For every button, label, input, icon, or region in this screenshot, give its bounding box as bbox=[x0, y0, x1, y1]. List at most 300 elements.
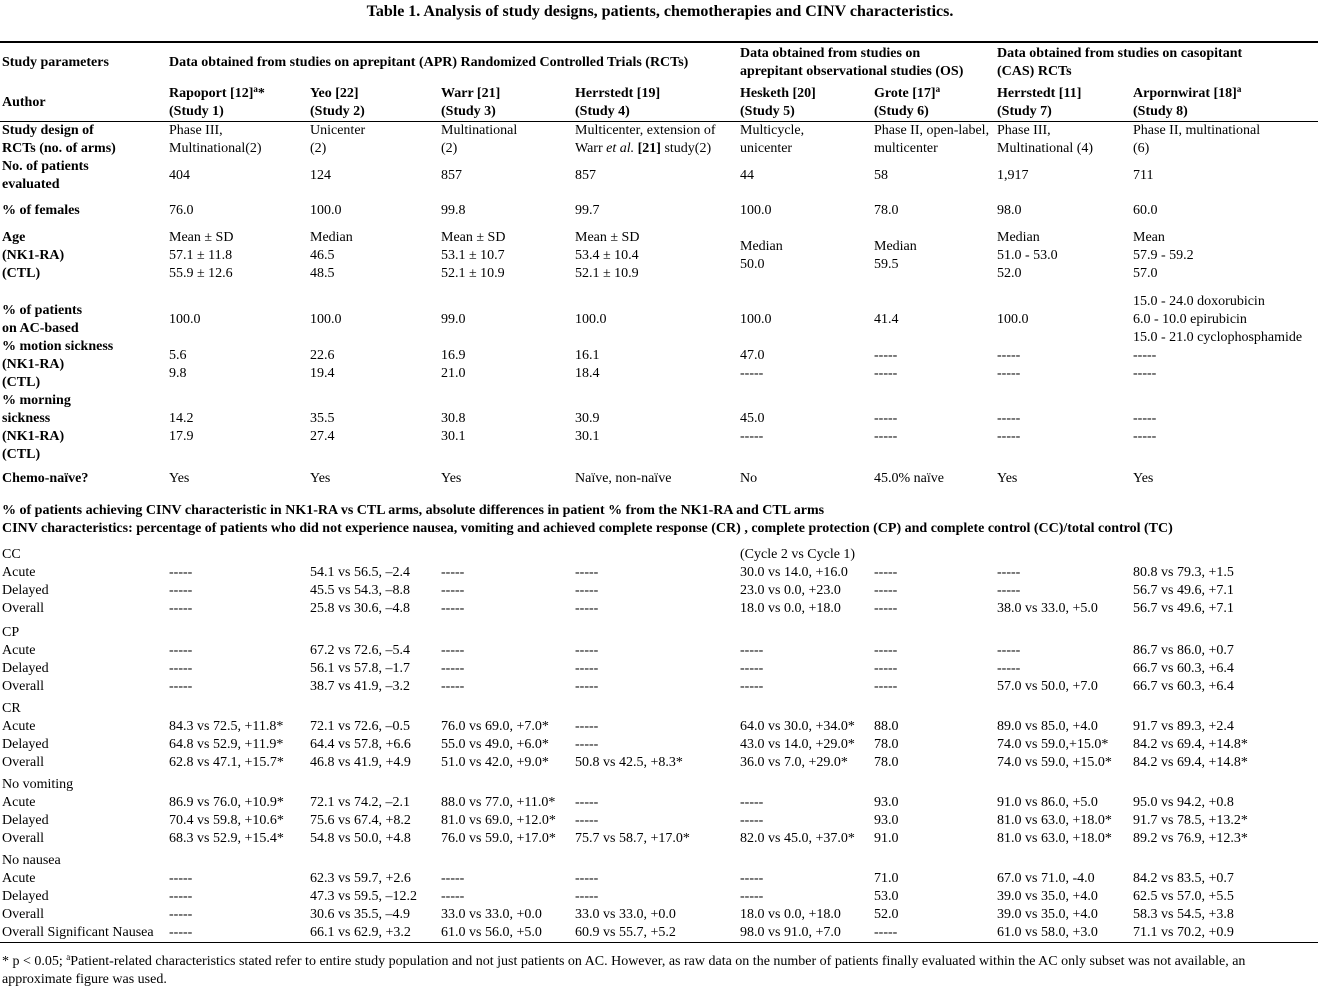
row-4-cell-8 bbox=[1133, 229, 1194, 283]
author-5 bbox=[740, 85, 816, 121]
outcome-phase: Overall bbox=[2, 755, 44, 770]
outcome-value-4: ----- bbox=[575, 643, 599, 658]
row-5-cell-1 bbox=[169, 311, 201, 329]
outcome-value-8: 95.0 vs 94.2, +0.8 bbox=[1133, 795, 1234, 810]
outcome-value-6: ----- bbox=[874, 661, 898, 676]
row-5-cell-6 bbox=[874, 311, 899, 329]
author-study: (Study 7) bbox=[997, 104, 1052, 119]
et-al: et al. bbox=[606, 141, 635, 156]
row-label-1 bbox=[2, 122, 116, 158]
outcome-value-7: 74.0 vs 59.0, +15.0* bbox=[997, 755, 1112, 770]
group-header-1 bbox=[2, 54, 109, 72]
outcome-value-3: ----- bbox=[441, 601, 465, 616]
outcome-phase: Delayed bbox=[2, 737, 49, 752]
outcome-value-4: ----- bbox=[575, 737, 599, 752]
outcome-value-6: 88.0 bbox=[874, 719, 899, 734]
author-study: (Study 5) bbox=[740, 104, 795, 119]
row-3-cell-5 bbox=[740, 202, 772, 220]
outcome-value-4: ----- bbox=[575, 871, 599, 886]
cell-line: Yes bbox=[169, 471, 190, 486]
outcome-value-8: 66.7 vs 60.3, +6.4 bbox=[1133, 679, 1234, 694]
footnote bbox=[2, 953, 1318, 989]
cell-line: Phase III, bbox=[997, 123, 1051, 138]
cell-line: % of patients bbox=[2, 303, 83, 318]
cell-line: % motion sickness bbox=[2, 339, 114, 354]
cell-line: Warr et al. [21] study(2) bbox=[575, 141, 712, 156]
row-3-cell-8 bbox=[1133, 202, 1158, 220]
outcome-value-4: 33.0 vs 33.0, +0.0 bbox=[575, 907, 676, 922]
outcome-value-6: 91.0 bbox=[874, 831, 899, 846]
row-4-cell-1 bbox=[169, 229, 233, 283]
row-1-cell-5 bbox=[740, 122, 804, 158]
outcome-value-5: 64.0 vs 30.0, +34.0* bbox=[740, 719, 855, 734]
outcome-value-4: ----- bbox=[575, 795, 599, 810]
row-3-cell-1 bbox=[169, 202, 194, 220]
cell-line: 60.0 bbox=[1133, 203, 1158, 218]
cell-line: No. of patients bbox=[2, 159, 89, 174]
outcome-value-2: 25.8 vs 30.6, –4.8 bbox=[310, 601, 410, 616]
author-name bbox=[997, 85, 1081, 103]
outcome-value-5: ----- bbox=[740, 871, 764, 886]
outcome-value-1: 64.8 vs 52.9, +11.9* bbox=[169, 737, 284, 752]
cell-line: sickness bbox=[2, 411, 51, 426]
cell-line: Mean ± SD bbox=[575, 230, 640, 245]
cell-line: 57.9 - 59.2 bbox=[1133, 248, 1194, 263]
group-header-line: Study parameters bbox=[2, 55, 109, 70]
row-6-cell-5 bbox=[740, 347, 765, 383]
row-label-8 bbox=[2, 470, 88, 488]
row-2-cell-1 bbox=[169, 167, 190, 185]
cell-line: 99.8 bbox=[441, 203, 466, 218]
row-6-cell-3 bbox=[441, 347, 466, 383]
cell-line: 48.5 bbox=[310, 266, 335, 281]
cell-line: 47.0 bbox=[740, 348, 765, 363]
outcome-value-6: ----- bbox=[874, 643, 898, 658]
outcome-value-5: 18.0 vs 0.0, +18.0 bbox=[740, 907, 841, 922]
outcome-value-4: 60.9 vs 55.7, +5.2 bbox=[575, 925, 676, 940]
cell-line: Phase II, multinational bbox=[1133, 123, 1261, 138]
author-6 bbox=[874, 85, 940, 121]
author-sup: a bbox=[1236, 84, 1242, 94]
outcome-phase: Delayed bbox=[2, 583, 49, 598]
outcome-value-6: ----- bbox=[874, 679, 898, 694]
outcome-value-8: 80.8 vs 79.3, +1.5 bbox=[1133, 565, 1234, 580]
outcome-value-8: 86.7 vs 86.0, +0.7 bbox=[1133, 643, 1234, 658]
row-2-cell-3 bbox=[441, 167, 462, 185]
row-7-cell-1 bbox=[169, 410, 194, 446]
cell-line: (2) bbox=[310, 141, 327, 156]
outcome-value-7: 57.0 vs 50.0, +7.0 bbox=[997, 679, 1098, 694]
author-name-text: Herrstedt [11] bbox=[997, 86, 1082, 101]
cell-line: ----- bbox=[1133, 348, 1157, 363]
outcome-value-7: 61.0 vs 58.0, +3.0 bbox=[997, 925, 1098, 940]
outcome-value-1: ----- bbox=[169, 925, 193, 940]
row-2-cell-4 bbox=[575, 167, 596, 185]
cell-line: evaluated bbox=[2, 177, 60, 192]
outcome-value-6: ----- bbox=[874, 565, 898, 580]
row-2-cell-6 bbox=[874, 167, 888, 185]
cell-line: ----- bbox=[874, 429, 898, 444]
cell-line: (CTL) bbox=[2, 266, 41, 281]
row-8-cell-6 bbox=[874, 470, 944, 488]
outcome-phase: Overall bbox=[2, 831, 44, 846]
outcome-value-2: 64.4 vs 57.8, +6.6 bbox=[310, 737, 411, 752]
outcome-phase: Overall Significant Nausea bbox=[2, 925, 154, 940]
cell-line: (CTL) bbox=[2, 447, 41, 462]
outcome-value-4: ----- bbox=[575, 661, 599, 676]
author-study: (Study 6) bbox=[874, 104, 929, 119]
author-name bbox=[310, 85, 365, 103]
cell-line: ----- bbox=[874, 366, 898, 381]
cell-line: 52.1 ± 10.9 bbox=[575, 266, 639, 281]
cell-line: 16.9 bbox=[441, 348, 466, 363]
cell-line: 52.0 bbox=[997, 266, 1022, 281]
outcome-value-1: ----- bbox=[169, 661, 193, 676]
outcome-value-3: 76.0 vs 69.0, +7.0* bbox=[441, 719, 549, 734]
cell-line: 100.0 bbox=[310, 203, 342, 218]
row-label-7 bbox=[2, 392, 71, 464]
author-study: (Study 1) bbox=[169, 104, 224, 119]
row-3-cell-4 bbox=[575, 202, 600, 220]
outcome-value-1: ----- bbox=[169, 565, 193, 580]
author-3 bbox=[441, 85, 500, 121]
cell-line: 52.1 ± 10.9 bbox=[441, 266, 505, 281]
row-5-cell-4 bbox=[575, 311, 607, 329]
outcome-value-5: 30.0 vs 14.0, +16.0 bbox=[740, 565, 848, 580]
cell-line: ----- bbox=[997, 411, 1021, 426]
outcome-value-2: 47.3 vs 59.5, –12.2 bbox=[310, 889, 417, 904]
cell-line: Unicenter bbox=[310, 123, 366, 138]
outcome-value-2: 54.1 vs 56.5, –2.4 bbox=[310, 565, 410, 580]
cell-line: Chemo-naïve? bbox=[2, 471, 89, 486]
cell-line: 15.0 - 24.0 doxorubicin bbox=[1133, 294, 1265, 309]
row-1-cell-8 bbox=[1133, 122, 1260, 158]
cell-line: Yes bbox=[441, 471, 462, 486]
outcome-value-8: 91.7 vs 89.3, +2.4 bbox=[1133, 719, 1234, 734]
outcome-value-3: ----- bbox=[441, 889, 465, 904]
cell-line: 41.4 bbox=[874, 312, 899, 327]
outcome-value-1: 86.9 vs 76.0, +10.9* bbox=[169, 795, 284, 810]
cell-line: Yes bbox=[997, 471, 1018, 486]
row-label-3 bbox=[2, 202, 80, 220]
cell-line: ----- bbox=[1133, 366, 1157, 381]
outcome-value-1: ----- bbox=[169, 871, 193, 886]
outcome-value-1: ----- bbox=[169, 601, 193, 616]
row-4-cell-7 bbox=[997, 229, 1058, 283]
row-6-cell-7 bbox=[997, 347, 1020, 383]
cell-line: Median bbox=[997, 230, 1040, 245]
row-7-cell-2 bbox=[310, 410, 335, 446]
outcome-value-4: 50.8 vs 42.5, +8.3* bbox=[575, 755, 683, 770]
cell-line: 99.0 bbox=[441, 312, 466, 327]
footnote-text: Patient-related characteristics stated refer to entire study population and not just patients on AC. However, as raw data on the number of patients finally evaluated within the AC only subset was not available, an approximate figure was used. bbox=[2, 954, 1246, 987]
group-header-4 bbox=[997, 45, 1242, 81]
outcome-value-5: ----- bbox=[740, 889, 764, 904]
outcome-value-8: 89.2 vs 76.9, +12.3* bbox=[1133, 831, 1248, 846]
outcome-value-2: 56.1 vs 57.8, –1.7 bbox=[310, 661, 410, 676]
row-8-cell-7 bbox=[997, 470, 1017, 488]
cell-line: 711 bbox=[1133, 168, 1154, 183]
cell-line: No bbox=[740, 471, 758, 486]
cell-line: 51.0 - 53.0 bbox=[997, 248, 1058, 263]
outcome-value-1: ----- bbox=[169, 907, 193, 922]
row-7-cell-5 bbox=[740, 410, 765, 446]
cell-line: 30.1 bbox=[441, 429, 466, 444]
section-heading-1: % of patients achieving CINV characteristic in NK1-RA vs CTL arms, absolute differences in patient % from the NK1-RA and CTL arms bbox=[2, 503, 825, 518]
cell-line: 100.0 bbox=[740, 203, 772, 218]
author-name-text: Hesketh [20] bbox=[740, 86, 816, 101]
cell-line: 100.0 bbox=[575, 312, 607, 327]
cell-line: ----- bbox=[740, 429, 764, 444]
cell-line: ----- bbox=[874, 411, 898, 426]
author-study: (Study 2) bbox=[310, 104, 365, 119]
outcome-value-7: 89.0 vs 85.0, +4.0 bbox=[997, 719, 1098, 734]
outcome-value-1: 62.8 vs 47.1, +15.7* bbox=[169, 755, 284, 770]
cell-line: 404 bbox=[169, 168, 190, 183]
outcome-value-5: ----- bbox=[740, 643, 764, 658]
row-5-cell-3 bbox=[441, 311, 466, 329]
author-7 bbox=[997, 85, 1081, 121]
cell-line: Median bbox=[310, 230, 353, 245]
cell-line: 857 bbox=[441, 168, 462, 183]
outcome-phase: Acute bbox=[2, 643, 36, 658]
row-3-cell-6 bbox=[874, 202, 899, 220]
cell-line: (CTL) bbox=[2, 375, 41, 390]
outcome-value-8: 56.7 vs 49.6, +7.1 bbox=[1133, 583, 1234, 598]
outcome-value-3: 76.0 vs 59.0, +17.0* bbox=[441, 831, 556, 846]
outcome-value-4: 75.7 vs 58.7, +17.0* bbox=[575, 831, 690, 846]
cell-line: ----- bbox=[1133, 429, 1157, 444]
outcome-value-1: 70.4 vs 59.8, +10.6* bbox=[169, 813, 284, 828]
row-7-cell-3 bbox=[441, 410, 466, 446]
group-header-line: Data obtained from studies on aprepitant (APR) Randomized Controlled Trials (RCTs) bbox=[169, 55, 689, 70]
cell-line: Mean bbox=[1133, 230, 1165, 245]
outcome-value-8: 84.2 vs 69.4, +14.8* bbox=[1133, 737, 1248, 752]
cell-line: (NK1-RA) bbox=[2, 357, 65, 372]
outcome-value-7: 74.0 vs 59.0,+15.0* bbox=[997, 737, 1109, 752]
cell-line: 57.0 bbox=[1133, 266, 1158, 281]
cell-line: 22.6 bbox=[310, 348, 335, 363]
outcome-value-8: 62.5 vs 57.0, +5.5 bbox=[1133, 889, 1234, 904]
author-name-text: Herrstedt [19] bbox=[575, 86, 661, 101]
cell-line: 45.0 bbox=[740, 411, 765, 426]
outcome-value-3: ----- bbox=[441, 661, 465, 676]
outcome-value-4: ----- bbox=[575, 583, 599, 598]
author-name bbox=[441, 85, 500, 103]
row-8-cell-3 bbox=[441, 470, 461, 488]
row-3-cell-3 bbox=[441, 202, 466, 220]
outcome-value-6: 52.0 bbox=[874, 907, 899, 922]
outcome-phase: Acute bbox=[2, 795, 36, 810]
cell-line: 1,917 bbox=[997, 168, 1029, 183]
cell-line: 21.0 bbox=[441, 366, 466, 381]
outcome-name-1: CC bbox=[2, 547, 21, 562]
outcome-value-8: 71.1 vs 70.2, +0.9 bbox=[1133, 925, 1234, 940]
cell-line: 53.4 ± 10.4 bbox=[575, 248, 639, 263]
author-name-text: Grote [17] bbox=[874, 86, 936, 101]
cell-line: 55.9 ± 12.6 bbox=[169, 266, 233, 281]
outcome-value-3: ----- bbox=[441, 643, 465, 658]
outcome-phase: Delayed bbox=[2, 661, 49, 676]
outcome-value-5: 98.0 vs 91.0, +7.0 bbox=[740, 925, 841, 940]
author-name bbox=[169, 85, 265, 103]
author-suffix: * bbox=[257, 86, 265, 101]
row-1-cell-4 bbox=[575, 122, 716, 158]
author-name bbox=[874, 85, 940, 103]
cell-line: ----- bbox=[1133, 411, 1157, 426]
outcome-value-2: 62.3 vs 59.7, +2.6 bbox=[310, 871, 411, 886]
outcome-value-7: 81.0 vs 63.0, +18.0* bbox=[997, 831, 1112, 846]
row-8-cell-1 bbox=[169, 470, 189, 488]
outcome-value-7: 81.0 vs 63.0, +18.0* bbox=[997, 813, 1112, 828]
cell-line: Naïve, non-naïve bbox=[575, 471, 672, 486]
cell-line: 14.2 bbox=[169, 411, 194, 426]
cell-line: (2) bbox=[441, 141, 458, 156]
cell-line: 100.0 bbox=[310, 312, 342, 327]
cell-line: 16.1 bbox=[575, 348, 600, 363]
cell-line: Phase II, open-label, bbox=[874, 123, 990, 138]
row-1-cell-2 bbox=[310, 122, 365, 158]
cell-line: 30.8 bbox=[441, 411, 466, 426]
author-name bbox=[575, 85, 660, 103]
outcome-phase: Acute bbox=[2, 871, 36, 886]
outcome-value-1: ----- bbox=[169, 643, 193, 658]
outcome-phase: Delayed bbox=[2, 889, 49, 904]
cell-line: 6.0 - 10.0 epirubicin bbox=[1133, 312, 1247, 327]
cell-line: Median bbox=[740, 239, 783, 254]
group-header-3 bbox=[740, 45, 963, 81]
cell-line: Yes bbox=[310, 471, 331, 486]
cell-line: Multicycle, bbox=[740, 123, 805, 138]
outcome-value-2: 54.8 vs 50.0, +4.8 bbox=[310, 831, 411, 846]
cell-line: % of females bbox=[2, 203, 80, 218]
row-5-cell-8 bbox=[1133, 293, 1302, 347]
row-3-cell-2 bbox=[310, 202, 342, 220]
outcome-value-2: 45.5 vs 54.3, –8.8 bbox=[310, 583, 410, 598]
author-study: (Study 8) bbox=[1133, 104, 1188, 119]
cell-line: unicenter bbox=[740, 141, 793, 156]
cell-line: 45.0% naïve bbox=[874, 471, 944, 486]
row-1-cell-7 bbox=[997, 122, 1093, 158]
group-header-line: aprepitant observational studies (OS) bbox=[740, 64, 964, 79]
cell-line: 124 bbox=[310, 168, 331, 183]
outcome-value-3: 55.0 vs 49.0, +6.0* bbox=[441, 737, 549, 752]
row-5-cell-7 bbox=[997, 311, 1029, 329]
outcome-phase: Acute bbox=[2, 565, 36, 580]
outcome-value-1: 84.3 vs 72.5, +11.8* bbox=[169, 719, 284, 734]
outcome-phase: Overall bbox=[2, 679, 44, 694]
footnote-marker: a bbox=[66, 952, 71, 962]
outcome-phase: Overall bbox=[2, 601, 44, 616]
outcome-value-7: 91.0 vs 86.0, +5.0 bbox=[997, 795, 1098, 810]
cell-line: 27.4 bbox=[310, 429, 335, 444]
outcome-value-2: 46.8 vs 41.9, +4.9 bbox=[310, 755, 411, 770]
outcome-value-2: 72.1 vs 72.6, –0.5 bbox=[310, 719, 410, 734]
cell-line: 57.1 ± 11.8 bbox=[169, 248, 233, 263]
cell-line: 35.5 bbox=[310, 411, 335, 426]
outcome-value-2: 30.6 vs 35.5, –4.9 bbox=[310, 907, 410, 922]
group-header-line: (CAS) RCTs bbox=[997, 64, 1072, 79]
row-4-cell-4 bbox=[575, 229, 639, 283]
cell-line: ----- bbox=[997, 429, 1021, 444]
outcome-value-6: ----- bbox=[874, 925, 898, 940]
cell-line: Study design of bbox=[2, 123, 94, 138]
outcome-name-3: CR bbox=[2, 701, 21, 716]
cell-line: (6) bbox=[1133, 141, 1150, 156]
outcome-phase: Overall bbox=[2, 907, 44, 922]
row-2-cell-5 bbox=[740, 167, 754, 185]
row-1-cell-1 bbox=[169, 122, 262, 158]
group-header-line: Data obtained from studies on casopitant bbox=[997, 46, 1243, 61]
row-7-cell-4 bbox=[575, 410, 600, 446]
cell-line: on AC-based bbox=[2, 321, 79, 336]
author-name-text: Yeo [22] bbox=[310, 86, 359, 101]
cell-line: multicenter bbox=[874, 141, 938, 156]
cell-line: 30.1 bbox=[575, 429, 600, 444]
outcome-value-5: 23.0 vs 0.0, +23.0 bbox=[740, 583, 841, 598]
outcome-value-5: 43.0 vs 14.0, +29.0* bbox=[740, 737, 855, 752]
outcome-value-8: 84.2 vs 83.5, +0.7 bbox=[1133, 871, 1234, 886]
author-name-text: Arpornwirat [18] bbox=[1133, 86, 1237, 101]
outcome-value-5: ----- bbox=[740, 795, 764, 810]
row-7-cell-7 bbox=[997, 410, 1020, 446]
author-name-text: Rapoport [12] bbox=[169, 86, 254, 101]
cell-line: ----- bbox=[997, 366, 1021, 381]
outcome-value-4: ----- bbox=[575, 889, 599, 904]
cell-line: 59.5 bbox=[874, 257, 899, 272]
outcome-value-3: 61.0 vs 56.0, +5.0 bbox=[441, 925, 542, 940]
outcome-value-1: ----- bbox=[169, 583, 193, 598]
cell-line: 17.9 bbox=[169, 429, 194, 444]
group-header-line: Data obtained from studies on bbox=[740, 46, 921, 61]
row-label-5 bbox=[2, 302, 82, 338]
outcome-name-2: CP bbox=[2, 625, 20, 640]
row-6-cell-2 bbox=[310, 347, 335, 383]
row-4-cell-3 bbox=[441, 229, 505, 283]
outcome-value-3: 81.0 vs 69.0, +12.0* bbox=[441, 813, 556, 828]
row-4-cell-6 bbox=[874, 238, 917, 274]
cell-line: 98.0 bbox=[997, 203, 1022, 218]
author-1 bbox=[169, 85, 265, 121]
cell-line: Multicenter, extension of bbox=[575, 123, 716, 138]
outcome-value-7: ----- bbox=[997, 643, 1021, 658]
outcome-value-6: 78.0 bbox=[874, 755, 899, 770]
row-6-cell-1 bbox=[169, 347, 187, 383]
cell-line: 19.4 bbox=[310, 366, 335, 381]
outcome-value-3: ----- bbox=[441, 583, 465, 598]
cell-line: 46.5 bbox=[310, 248, 335, 263]
outcome-value-3: ----- bbox=[441, 679, 465, 694]
group-header-2 bbox=[169, 54, 688, 72]
outcome-value-8: 56.7 vs 49.6, +7.1 bbox=[1133, 601, 1234, 616]
outcome-value-8: 84.2 vs 69.4, +14.8* bbox=[1133, 755, 1248, 770]
row-6-cell-8 bbox=[1133, 347, 1156, 383]
outcome-value-2: 38.7 vs 41.9, –3.2 bbox=[310, 679, 410, 694]
outcome-phase: Delayed bbox=[2, 813, 49, 828]
table-title: Table 1. Analysis of study designs, patients, chemotherapies and CINV characteristics. bbox=[366, 3, 954, 20]
outcome-value-3: ----- bbox=[441, 871, 465, 886]
row-6-cell-6 bbox=[874, 347, 897, 383]
footnote-p: * p < 0.05; bbox=[2, 954, 63, 969]
cell-line: 15.0 - 21.0 cyclophosphamide bbox=[1133, 330, 1303, 345]
cell-line: 9.8 bbox=[169, 366, 187, 381]
bottom-rule bbox=[0, 942, 1318, 943]
row-2-cell-7 bbox=[997, 167, 1029, 185]
cell-line: Median bbox=[874, 239, 917, 254]
author-name-text: Warr [21] bbox=[441, 86, 501, 101]
outcome-value-2: 67.2 vs 72.6, –5.4 bbox=[310, 643, 410, 658]
row-2-cell-2 bbox=[310, 167, 331, 185]
